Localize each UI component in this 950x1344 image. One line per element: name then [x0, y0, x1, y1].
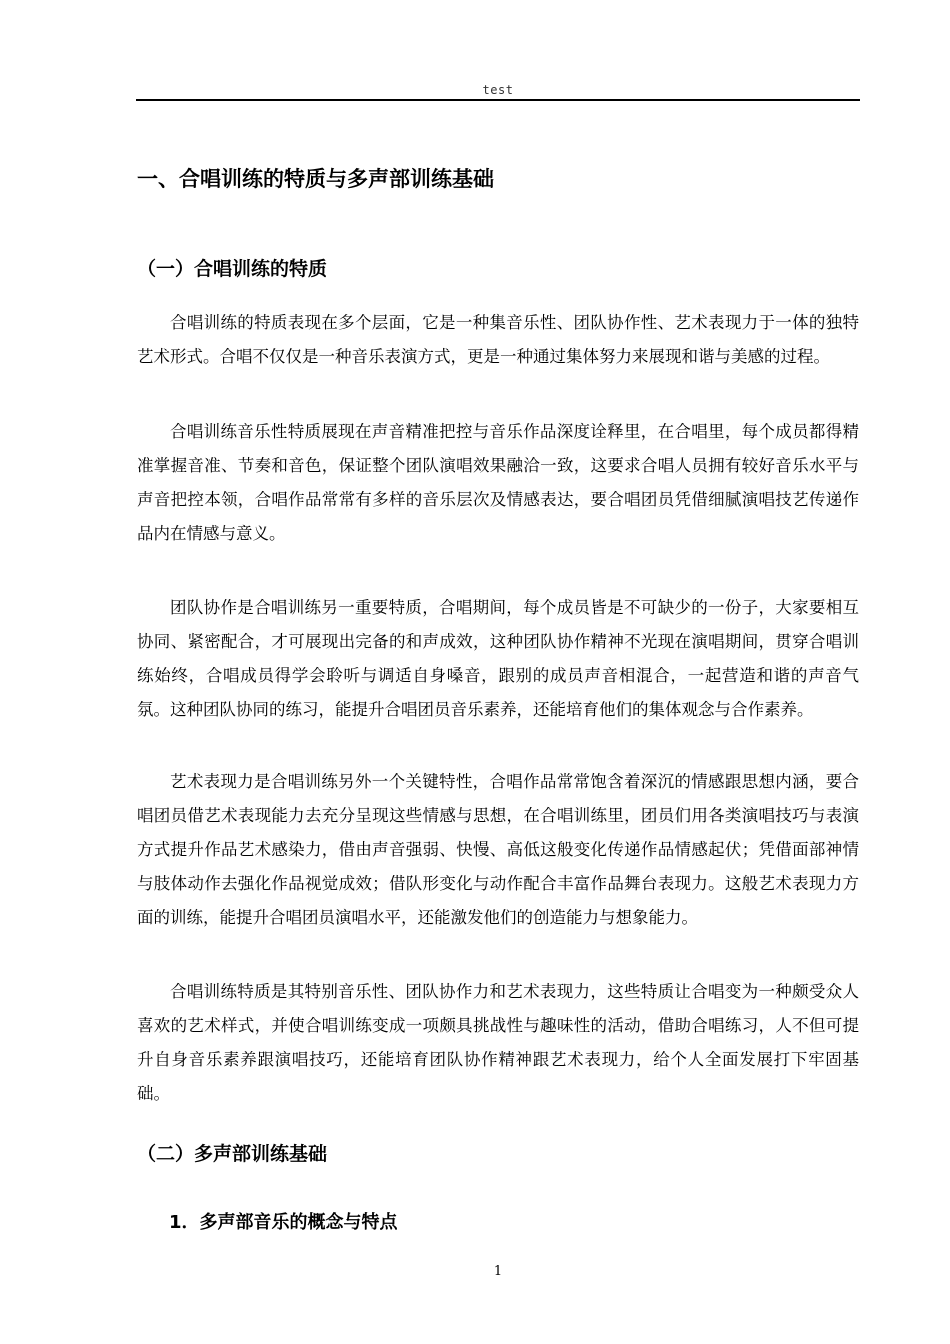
- page-number: 1: [493, 1264, 503, 1279]
- paragraph-5: 合唱训练特质是其特别音乐性、团队协作力和艺术表现力，这些特质让合唱变为一种颇受众人喜欢的艺术样式，并使合唱训练变成一项颇具挑战性与趣味性的活动，借助合唱练习，人不但可提升自身音乐素养跟演唱技巧，还能培育团队协作精神跟艺术表现力，给个人全面发展打下牢固基础。: [137, 982, 859, 1103]
- section-heading-1: （一）合唱训练的特质: [137, 258, 328, 280]
- page-header-text: test: [482, 83, 514, 97]
- paragraph-4: 艺术表现力是合唱训练另外一个关键特性，合唱作品常常饱含着深沉的情感跟思想内涵，要合唱团员借艺术表现能力去充分呈现这些情感与思想，在合唱训练里，团员们用各类演唱技巧与表演方式提升作品艺术感染力，借由声音强弱、快慢、高低这般变化传递作品情感起伏；凭借面部神情与肢体动作去强化作品视觉成效；借队形变化与动作配合丰富作品舞台表现力。这般艺术表现力方面的训练，能提升合唱团员演唱水平，还能激发他们的创造能力与想象能力。: [137, 772, 859, 927]
- paragraph-3: 团队协作是合唱训练另一重要特质，合唱期间，每个成员皆是不可缺少的一份子，大家要相互协同、紧密配合，才可展现出完备的和声成效，这种团队协作精神不光现在演唱期间，贯穿合唱训练始终，合唱成员得学会聆听与调适自身嗓音，跟别的成员声音相混合，一起营造和谐的声音气氛。这种团队协同的练习，能提升合唱团员音乐素养，还能培育他们的集体观念与合作素养。: [137, 598, 859, 719]
- document-title: 一、合唱训练的特质与多声部训练基础: [137, 167, 494, 191]
- subsection-heading-1: 1．多声部音乐的概念与特点: [169, 1212, 398, 1233]
- section-heading-2: （二）多声部训练基础: [137, 1143, 328, 1165]
- paragraph-1: 合唱训练的特质表现在多个层面，它是一种集音乐性、团队协作性、艺术表现力于一体的独特艺术形式。合唱不仅仅是一种音乐表演方式，更是一种通过集体努力来展现和谐与美感的过程。: [137, 313, 859, 366]
- paragraph-2: 合唱训练音乐性特质展现在声音精准把控与音乐作品深度诠释里，在合唱里，每个成员都得精准掌握音准、节奏和音色，保证整个团队演唱效果融洽一致，这要求合唱人员拥有较好音乐水平与声音把控本领，合唱作品常常有多样的音乐层次及情感表达，要合唱团员凭借细腻演唱技艺传递作品内在情感与意义。: [137, 422, 859, 543]
- header-divider: [136, 99, 860, 101]
